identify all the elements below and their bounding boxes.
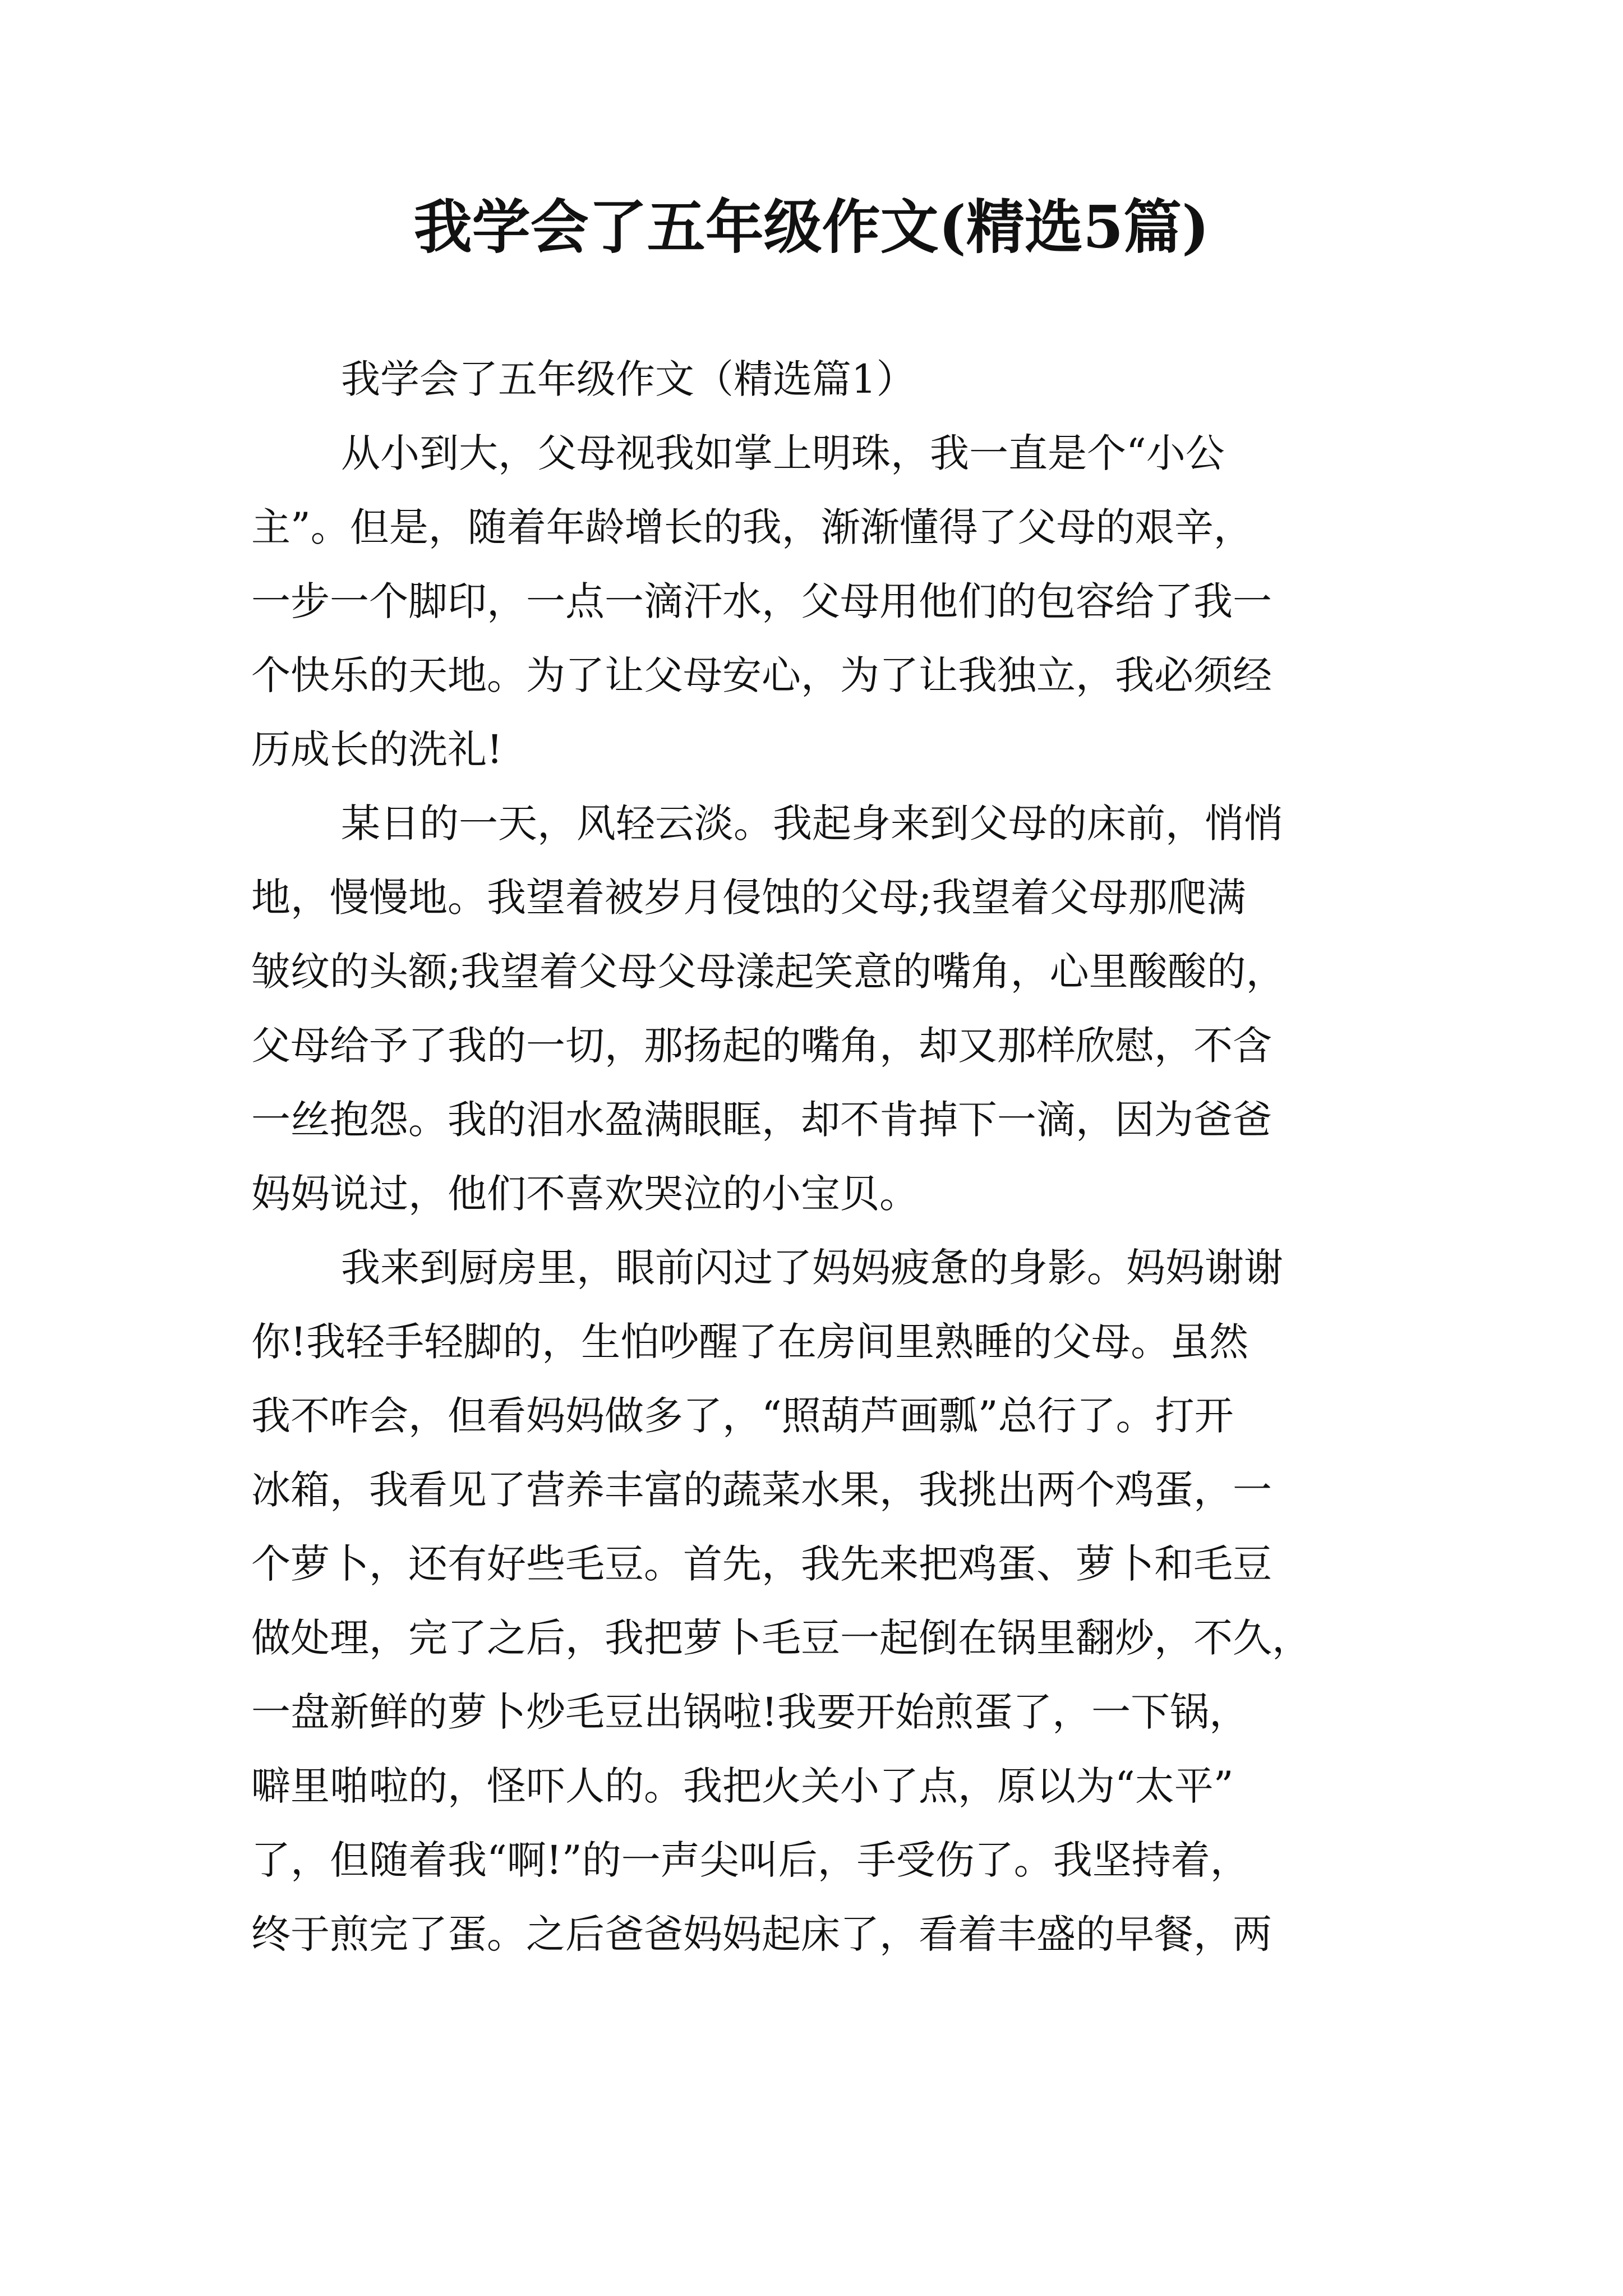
body-line: 你!我轻手轻脚的，生怕吵醒了在房间里熟睡的父母。虽然 <box>251 1319 1249 1365</box>
body-line: 妈妈说过，他们不喜欢哭泣的小宝贝。 <box>251 1171 919 1217</box>
document-body <box>251 342 1384 1971</box>
body-line: 我学会了五年级作文（精选篇1） <box>341 356 916 402</box>
body-line: 个萝卜，还有好些毛豆。首先，我先来把鸡蛋、萝卜和毛豆 <box>251 1541 1272 1587</box>
body-line: 主”。但是，随着年龄增长的我，渐渐懂得了父母的艰辛， <box>251 504 1253 550</box>
body-line: 某日的一天，风轻云淡。我起身来到父母的床前，悄悄 <box>341 800 1283 846</box>
body-line: 冰箱，我看见了营养丰富的蔬菜水果，我挑出两个鸡蛋，一 <box>251 1467 1272 1513</box>
body-line: 皱纹的头额;我望着父母父母漾起笑意的嘴角，心里酸酸的， <box>251 949 1285 995</box>
body-line: 我不咋会，但看妈妈做多了，“照葫芦画瓢”总行了。打开 <box>251 1393 1234 1439</box>
body-line: 一盘新鲜的萝卜炒毛豆出锅啦!我要开始煎蛋了，一下锅， <box>251 1689 1249 1735</box>
body-line: 历成长的洗礼! <box>251 726 503 772</box>
body-line: 一步一个脚印，一点一滴汗水，父母用他们的包容给了我一 <box>251 578 1272 624</box>
document-title: 我学会了五年级作文(精选5篇) <box>413 192 1210 261</box>
body-line: 从小到大，父母视我如掌上明珠，我一直是个“小公 <box>341 430 1225 476</box>
body-line: 我来到厨房里，眼前闪过了妈妈疲惫的身影。妈妈谢谢 <box>341 1245 1283 1291</box>
body-line: 地，慢慢地。我望着被岁月侵蚀的父母;我望着父母那爬满 <box>251 875 1246 921</box>
body-line: 噼里啪啦的，怪吓人的。我把火关小了点，原以为“太平” <box>251 1763 1234 1809</box>
body-line: 父母给予了我的一切，那扬起的嘴角，却又那样欣慰，不含 <box>251 1023 1272 1069</box>
body-line: 一丝抱怨。我的泪水盈满眼眶，却不肯掉下一滴，因为爸爸 <box>251 1097 1272 1143</box>
body-line: 做处理，完了之后，我把萝卜毛豆一起倒在锅里翻炒，不久， <box>251 1615 1311 1661</box>
body-line: 终于煎完了蛋。之后爸爸妈妈起床了，看着丰盛的早餐，两 <box>251 1911 1272 1957</box>
body-line: 了，但随着我“啊!”的一声尖叫后，手受伤了。我坚持着， <box>251 1837 1249 1883</box>
body-line: 个快乐的天地。为了让父母安心，为了让我独立，我必须经 <box>251 652 1272 698</box>
